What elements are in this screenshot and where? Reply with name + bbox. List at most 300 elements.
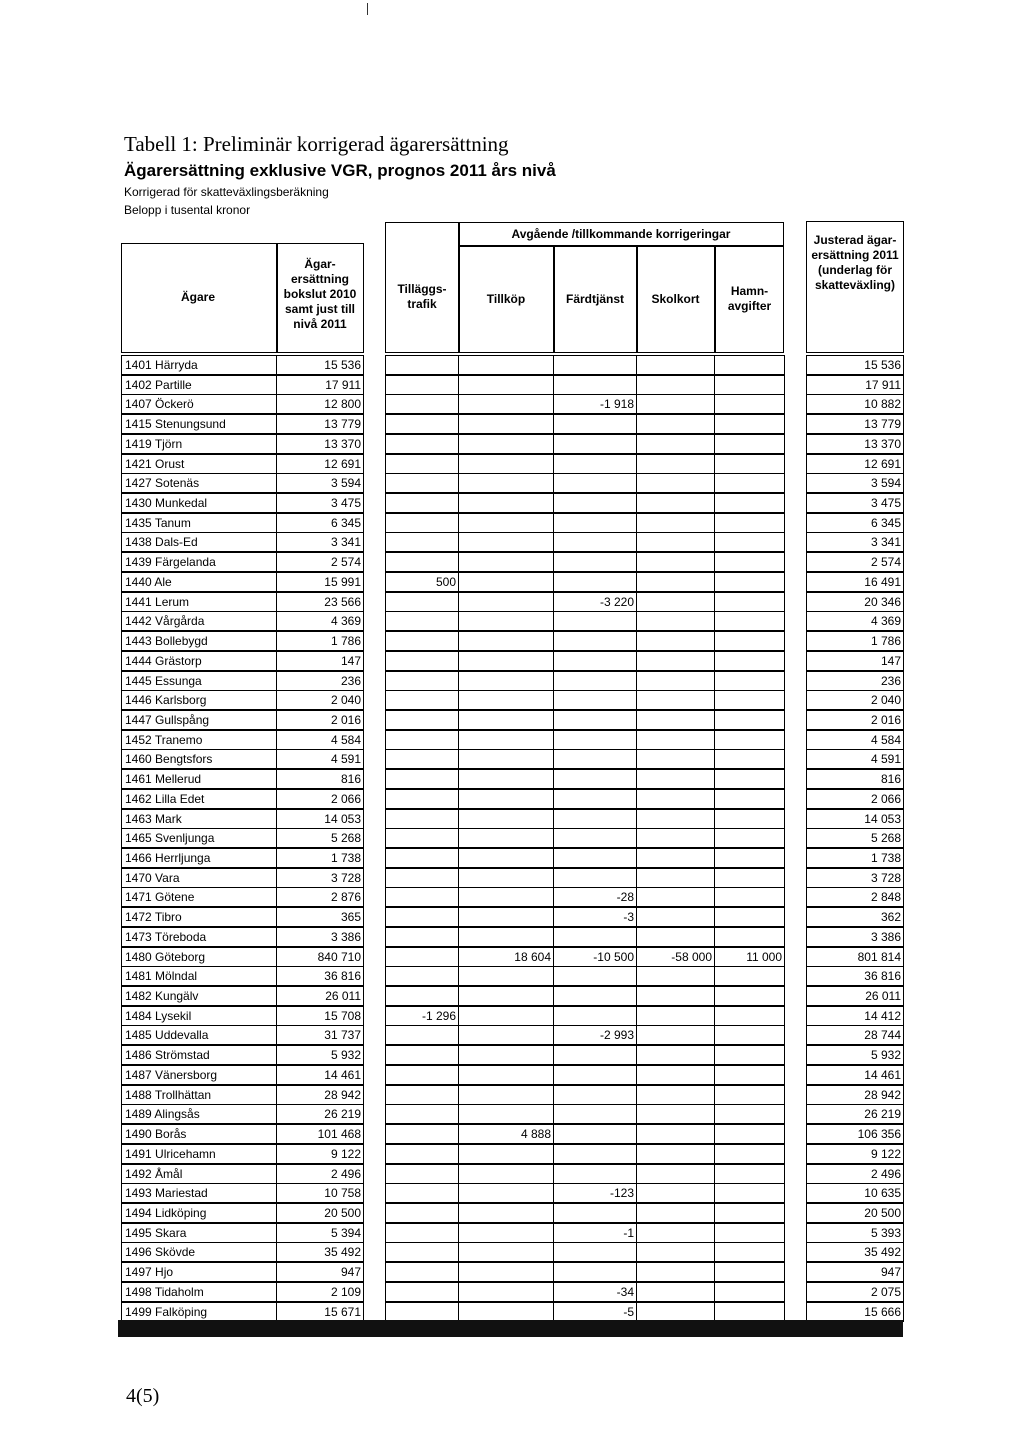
cell-tillaggstrafik xyxy=(385,394,459,414)
cell-tillkop xyxy=(458,434,554,454)
cell-hamnavgifter xyxy=(714,809,785,829)
cell-fardtjanst xyxy=(553,710,637,730)
cell-tillaggstrafik xyxy=(385,611,459,631)
cell-tillkop xyxy=(458,1302,554,1322)
cell-municipality: 1419 Tjörn xyxy=(121,434,277,454)
cell-agarersattning: 236 xyxy=(276,671,364,691)
cell-skolkort xyxy=(636,1262,715,1282)
cell-municipality: 1492 Åmål xyxy=(121,1164,277,1184)
cell-fardtjanst xyxy=(553,611,637,631)
cell-justerad: 9 122 xyxy=(806,1144,904,1164)
cell-justerad: 2 848 xyxy=(806,887,904,907)
cell-tillkop xyxy=(458,611,554,631)
cell-municipality: 1444 Grästorp xyxy=(121,651,277,671)
cell-tillkop xyxy=(458,769,554,789)
cell-fardtjanst xyxy=(553,868,637,888)
cell-tillkop xyxy=(458,375,554,395)
cell-agarersattning: 2 040 xyxy=(276,690,364,710)
cell-agarersattning: 3 475 xyxy=(276,493,364,513)
cell-hamnavgifter xyxy=(714,690,785,710)
cell-skolkort xyxy=(636,592,715,612)
cell-tillaggstrafik xyxy=(385,986,459,1006)
cell-skolkort xyxy=(636,690,715,710)
cell-agarersattning: 14 053 xyxy=(276,809,364,829)
cell-justerad: 20 346 xyxy=(806,592,904,612)
cell-fardtjanst xyxy=(553,1045,637,1065)
header-justerad-line: ersättning 2011 xyxy=(811,248,899,262)
cell-tillaggstrafik xyxy=(385,966,459,986)
cell-agarersattning: 6 345 xyxy=(276,513,364,533)
cell-agarersattning: 4 584 xyxy=(276,730,364,750)
cell-tillaggstrafik xyxy=(385,887,459,907)
cell-agarersattning: 14 461 xyxy=(276,1065,364,1085)
cell-skolkort xyxy=(636,1164,715,1184)
cell-skolkort xyxy=(636,1085,715,1105)
cell-municipality: 1443 Bollebygd xyxy=(121,631,277,651)
subtitle-note: Korrigerad för skatteväxlingsberäkning xyxy=(124,185,329,199)
cell-agarersattning: 12 691 xyxy=(276,454,364,474)
cell-tillkop xyxy=(458,1144,554,1164)
cell-fardtjanst xyxy=(553,1065,637,1085)
cell-agarersattning: 28 942 xyxy=(276,1085,364,1105)
cell-tillaggstrafik xyxy=(385,1164,459,1184)
header-agarersattning xyxy=(277,257,363,332)
cell-hamnavgifter xyxy=(714,828,785,848)
cell-skolkort xyxy=(636,1124,715,1144)
cell-tillaggstrafik xyxy=(385,651,459,671)
cell-tillaggstrafik xyxy=(385,631,459,651)
cell-justerad: 6 345 xyxy=(806,513,904,533)
cell-tillkop xyxy=(458,789,554,809)
cell-justerad: 816 xyxy=(806,769,904,789)
cell-fardtjanst xyxy=(553,828,637,848)
cell-tillaggstrafik xyxy=(385,1144,459,1164)
cell-agarersattning: 2 876 xyxy=(276,887,364,907)
cell-justerad: 801 814 xyxy=(806,947,904,967)
cell-skolkort xyxy=(636,1203,715,1223)
cell-tillkop xyxy=(458,749,554,769)
cell-fardtjanst xyxy=(553,809,637,829)
cell-agarersattning: 13 370 xyxy=(276,434,364,454)
cell-fardtjanst xyxy=(553,1242,637,1262)
cell-hamnavgifter xyxy=(714,749,785,769)
cell-fardtjanst: -3 xyxy=(553,907,637,927)
header-agarersattning-line: samt just till xyxy=(284,302,355,316)
cell-hamnavgifter xyxy=(714,631,785,651)
cell-agarersattning: 20 500 xyxy=(276,1203,364,1223)
cell-fardtjanst xyxy=(553,651,637,671)
cell-fardtjanst: -3 220 xyxy=(553,592,637,612)
cell-hamnavgifter xyxy=(714,394,785,414)
cell-municipality: 1495 Skara xyxy=(121,1223,277,1243)
page-number: 4(5) xyxy=(126,1385,160,1407)
cell-fardtjanst xyxy=(553,1144,637,1164)
cell-municipality: 1463 Mark xyxy=(121,809,277,829)
cell-fardtjanst xyxy=(553,552,637,572)
cell-fardtjanst xyxy=(553,1203,637,1223)
cell-hamnavgifter xyxy=(714,1104,785,1124)
cell-justerad: 13 370 xyxy=(806,434,904,454)
cell-skolkort xyxy=(636,710,715,730)
cell-municipality: 1466 Herrljunga xyxy=(121,848,277,868)
unit-note: Belopp i tusental kronor xyxy=(124,203,251,217)
cell-justerad: 3 728 xyxy=(806,868,904,888)
cell-agarersattning: 3 386 xyxy=(276,927,364,947)
cell-tillkop xyxy=(458,414,554,434)
cell-tillkop xyxy=(458,532,554,552)
cell-fardtjanst xyxy=(553,532,637,552)
cell-tillkop xyxy=(458,1065,554,1085)
cell-tillaggstrafik xyxy=(385,1124,459,1144)
cell-fardtjanst: -123 xyxy=(553,1183,637,1203)
cell-agarersattning: 3 341 xyxy=(276,532,364,552)
cell-municipality: 1438 Dals-Ed xyxy=(121,532,277,552)
cell-tillaggstrafik xyxy=(385,690,459,710)
cell-tillaggstrafik xyxy=(385,749,459,769)
cell-justerad: 15 666 xyxy=(806,1302,904,1322)
cell-skolkort xyxy=(636,454,715,474)
cell-skolkort xyxy=(636,730,715,750)
cell-skolkort xyxy=(636,611,715,631)
cell-municipality: 1442 Vårgårda xyxy=(121,611,277,631)
cell-tillaggstrafik xyxy=(385,592,459,612)
cell-justerad: 17 911 xyxy=(806,375,904,395)
cell-agarersattning: 9 122 xyxy=(276,1144,364,1164)
cell-skolkort xyxy=(636,887,715,907)
header-fardtjanst: Färdtjänst xyxy=(565,292,624,306)
cell-agarersattning: 4 591 xyxy=(276,749,364,769)
cell-skolkort xyxy=(636,1183,715,1203)
cell-fardtjanst xyxy=(553,986,637,1006)
cell-hamnavgifter xyxy=(714,611,785,631)
cell-tillkop xyxy=(458,1282,554,1302)
cell-skolkort xyxy=(636,749,715,769)
cell-skolkort xyxy=(636,966,715,986)
cell-municipality: 1462 Lilla Edet xyxy=(121,789,277,809)
cell-hamnavgifter xyxy=(714,1025,785,1045)
cell-justerad: 3 475 xyxy=(806,493,904,513)
cell-municipality: 1430 Munkedal xyxy=(121,493,277,513)
cell-justerad: 2 075 xyxy=(806,1282,904,1302)
cell-justerad: 26 219 xyxy=(806,1104,904,1124)
cell-hamnavgifter xyxy=(714,454,785,474)
page-title: Ägarersättning exklusive VGR, prognos 2011 års nivå xyxy=(124,161,556,180)
cell-fardtjanst xyxy=(553,1124,637,1144)
cell-skolkort xyxy=(636,907,715,927)
cell-hamnavgifter xyxy=(714,848,785,868)
cell-municipality: 1421 Orust xyxy=(121,454,277,474)
cell-agarersattning: 36 816 xyxy=(276,966,364,986)
cell-hamnavgifter xyxy=(714,927,785,947)
cell-hamnavgifter xyxy=(714,769,785,789)
cell-tillaggstrafik: 500 xyxy=(385,572,459,592)
cell-hamnavgifter xyxy=(714,513,785,533)
cell-hamnavgifter xyxy=(714,1045,785,1065)
cell-tillaggstrafik xyxy=(385,434,459,454)
cell-skolkort xyxy=(636,414,715,434)
cell-fardtjanst xyxy=(553,1006,637,1026)
header-justerad-line: skatteväxling) xyxy=(814,278,896,292)
cell-agarersattning: 2 016 xyxy=(276,710,364,730)
header-justerad-line: (underlag för xyxy=(818,263,892,277)
header-agarersattning-line: Ägar- xyxy=(304,257,336,271)
cell-hamnavgifter xyxy=(714,552,785,572)
cell-tillaggstrafik xyxy=(385,552,459,572)
cell-municipality: 1484 Lysekil xyxy=(121,1006,277,1026)
cell-fardtjanst xyxy=(553,769,637,789)
cell-fardtjanst xyxy=(553,730,637,750)
cell-agarersattning: 35 492 xyxy=(276,1242,364,1262)
cell-fardtjanst xyxy=(553,375,637,395)
cell-justerad: 3 341 xyxy=(806,532,904,552)
scan-mark xyxy=(367,3,368,15)
cell-tillkop xyxy=(458,1164,554,1184)
cell-agarersattning: 5 268 xyxy=(276,828,364,848)
cell-skolkort xyxy=(636,789,715,809)
cell-agarersattning: 10 758 xyxy=(276,1183,364,1203)
cell-tillkop xyxy=(458,927,554,947)
cell-justerad: 2 496 xyxy=(806,1164,904,1184)
cell-fardtjanst xyxy=(553,966,637,986)
cell-tillkop xyxy=(458,710,554,730)
cell-agarersattning: 13 779 xyxy=(276,414,364,434)
cell-justerad: 15 536 xyxy=(806,355,904,375)
cell-justerad: 362 xyxy=(806,907,904,927)
cell-hamnavgifter xyxy=(714,1242,785,1262)
cell-municipality: 1460 Bengtsfors xyxy=(121,749,277,769)
cell-skolkort xyxy=(636,1144,715,1164)
cell-tillkop xyxy=(458,1223,554,1243)
cell-tillaggstrafik xyxy=(385,1302,459,1322)
cell-agarersattning: 3 594 xyxy=(276,473,364,493)
cell-fardtjanst: -5 xyxy=(553,1302,637,1322)
cell-agarersattning: 23 566 xyxy=(276,592,364,612)
cell-tillaggstrafik xyxy=(385,769,459,789)
cell-municipality: 1471 Götene xyxy=(121,887,277,907)
cell-tillaggstrafik xyxy=(385,1203,459,1223)
cell-tillaggstrafik xyxy=(385,473,459,493)
cell-skolkort xyxy=(636,355,715,375)
cell-fardtjanst: -2 993 xyxy=(553,1025,637,1045)
header-tillaggstrafik xyxy=(386,282,458,312)
cell-skolkort xyxy=(636,671,715,691)
cell-fardtjanst xyxy=(553,1164,637,1184)
cell-tillaggstrafik xyxy=(385,947,459,967)
cell-tillkop xyxy=(458,355,554,375)
cell-justerad: 14 412 xyxy=(806,1006,904,1026)
cell-justerad: 2 574 xyxy=(806,552,904,572)
cell-tillaggstrafik xyxy=(385,1282,459,1302)
cell-tillkop xyxy=(458,651,554,671)
cell-agarersattning: 365 xyxy=(276,907,364,927)
cell-hamnavgifter xyxy=(714,651,785,671)
cell-municipality: 1489 Alingsås xyxy=(121,1104,277,1124)
table-footer-bar xyxy=(118,1320,903,1337)
cell-tillkop xyxy=(458,493,554,513)
cell-tillaggstrafik xyxy=(385,927,459,947)
cell-skolkort xyxy=(636,927,715,947)
cell-justerad: 5 393 xyxy=(806,1223,904,1243)
header-hamnavgifter-line: Hamn- xyxy=(730,284,769,298)
cell-skolkort xyxy=(636,1223,715,1243)
cell-agarersattning: 5 394 xyxy=(276,1223,364,1243)
cell-fardtjanst xyxy=(553,1104,637,1124)
cell-tillkop xyxy=(458,1006,554,1026)
cell-agarersattning: 5 932 xyxy=(276,1045,364,1065)
cell-tillaggstrafik xyxy=(385,1085,459,1105)
cell-skolkort xyxy=(636,1242,715,1262)
cell-municipality: 1446 Karlsborg xyxy=(121,690,277,710)
cell-tillkop xyxy=(458,572,554,592)
cell-skolkort xyxy=(636,769,715,789)
cell-tillkop xyxy=(458,1242,554,1262)
cell-skolkort xyxy=(636,868,715,888)
cell-hamnavgifter xyxy=(714,868,785,888)
cell-municipality: 1440 Ale xyxy=(121,572,277,592)
cell-tillaggstrafik xyxy=(385,1065,459,1085)
cell-municipality: 1452 Tranemo xyxy=(121,730,277,750)
cell-municipality: 1415 Stenungsund xyxy=(121,414,277,434)
cell-tillkop xyxy=(458,454,554,474)
cell-skolkort xyxy=(636,1302,715,1322)
cell-tillkop xyxy=(458,592,554,612)
cell-agarersattning: 101 468 xyxy=(276,1124,364,1144)
cell-hamnavgifter xyxy=(714,532,785,552)
cell-fardtjanst xyxy=(553,749,637,769)
cell-skolkort xyxy=(636,651,715,671)
cell-skolkort xyxy=(636,631,715,651)
cell-skolkort xyxy=(636,1065,715,1085)
cell-tillkop xyxy=(458,1183,554,1203)
cell-municipality: 1499 Falköping xyxy=(121,1302,277,1322)
cell-skolkort xyxy=(636,375,715,395)
cell-tillaggstrafik xyxy=(385,907,459,927)
header-group-line xyxy=(458,245,784,247)
cell-tillkop xyxy=(458,513,554,533)
cell-justerad: 147 xyxy=(806,651,904,671)
cell-tillaggstrafik: -1 296 xyxy=(385,1006,459,1026)
cell-tillkop xyxy=(458,1045,554,1065)
cell-municipality: 1470 Vara xyxy=(121,868,277,888)
cell-hamnavgifter xyxy=(714,1223,785,1243)
cell-tillaggstrafik xyxy=(385,1045,459,1065)
cell-skolkort xyxy=(636,572,715,592)
cell-tillaggstrafik xyxy=(385,1223,459,1243)
cell-skolkort xyxy=(636,1282,715,1302)
cell-tillkop xyxy=(458,1025,554,1045)
cell-municipality: 1496 Skövde xyxy=(121,1242,277,1262)
header-skolkort: Skolkort xyxy=(651,292,700,306)
cell-fardtjanst: -28 xyxy=(553,887,637,907)
cell-tillkop xyxy=(458,394,554,414)
cell-municipality: 1447 Gullspång xyxy=(121,710,277,730)
table-caption: Tabell 1: Preliminär korrigerad ägarersättning xyxy=(124,132,509,156)
cell-tillaggstrafik xyxy=(385,532,459,552)
cell-skolkort xyxy=(636,532,715,552)
cell-hamnavgifter xyxy=(714,1282,785,1302)
cell-skolkort xyxy=(636,1025,715,1045)
cell-municipality: 1461 Mellerud xyxy=(121,769,277,789)
cell-municipality: 1473 Töreboda xyxy=(121,927,277,947)
cell-fardtjanst: -10 500 xyxy=(553,947,637,967)
cell-municipality: 1481 Mölndal xyxy=(121,966,277,986)
cell-fardtjanst xyxy=(553,473,637,493)
cell-tillkop xyxy=(458,1104,554,1124)
cell-skolkort xyxy=(636,986,715,1006)
cell-hamnavgifter xyxy=(714,887,785,907)
cell-skolkort xyxy=(636,513,715,533)
cell-skolkort xyxy=(636,1006,715,1026)
cell-agarersattning: 15 708 xyxy=(276,1006,364,1026)
cell-justerad: 2 040 xyxy=(806,690,904,710)
cell-municipality: 1402 Partille xyxy=(121,375,277,395)
cell-tillkop xyxy=(458,730,554,750)
cell-municipality: 1497 Hjo xyxy=(121,1262,277,1282)
cell-hamnavgifter xyxy=(714,375,785,395)
cell-fardtjanst xyxy=(553,671,637,691)
cell-justerad: 16 491 xyxy=(806,572,904,592)
cell-tillaggstrafik xyxy=(385,789,459,809)
cell-hamnavgifter xyxy=(714,1183,785,1203)
cell-hamnavgifter xyxy=(714,473,785,493)
cell-tillaggstrafik xyxy=(385,730,459,750)
cell-tillaggstrafik xyxy=(385,1104,459,1124)
cell-tillaggstrafik xyxy=(385,809,459,829)
cell-municipality: 1401 Härryda xyxy=(121,355,277,375)
cell-agarersattning: 4 369 xyxy=(276,611,364,631)
cell-hamnavgifter xyxy=(714,1065,785,1085)
cell-municipality: 1472 Tibro xyxy=(121,907,277,927)
cell-hamnavgifter xyxy=(714,671,785,691)
cell-fardtjanst xyxy=(553,513,637,533)
header-hamnavgifter xyxy=(715,284,784,314)
cell-agarersattning: 816 xyxy=(276,769,364,789)
cell-fardtjanst xyxy=(553,572,637,592)
cell-justerad: 3 386 xyxy=(806,927,904,947)
cell-agarersattning: 2 109 xyxy=(276,1282,364,1302)
cell-agarersattning: 15 671 xyxy=(276,1302,364,1322)
cell-hamnavgifter xyxy=(714,493,785,513)
cell-agarersattning: 17 911 xyxy=(276,375,364,395)
cell-hamnavgifter xyxy=(714,1124,785,1144)
cell-justerad: 13 779 xyxy=(806,414,904,434)
cell-agarersattning: 12 800 xyxy=(276,394,364,414)
cell-hamnavgifter xyxy=(714,592,785,612)
cell-hamnavgifter xyxy=(714,907,785,927)
cell-skolkort xyxy=(636,809,715,829)
cell-tillkop xyxy=(458,887,554,907)
cell-municipality: 1498 Tidaholm xyxy=(121,1282,277,1302)
cell-agarersattning: 2 574 xyxy=(276,552,364,572)
cell-hamnavgifter xyxy=(714,1006,785,1026)
cell-municipality: 1493 Mariestad xyxy=(121,1183,277,1203)
cell-tillaggstrafik xyxy=(385,710,459,730)
cell-municipality: 1427 Sotenäs xyxy=(121,473,277,493)
cell-justerad: 35 492 xyxy=(806,1242,904,1262)
header-justerad-line: Justerad ägar- xyxy=(813,233,897,247)
cell-tillaggstrafik xyxy=(385,375,459,395)
cell-municipality: 1445 Essunga xyxy=(121,671,277,691)
cell-agarersattning: 2 066 xyxy=(276,789,364,809)
cell-fardtjanst xyxy=(553,434,637,454)
cell-hamnavgifter xyxy=(714,710,785,730)
cell-tillaggstrafik xyxy=(385,513,459,533)
header-justerad xyxy=(806,233,904,293)
cell-agarersattning: 26 011 xyxy=(276,986,364,1006)
cell-tillkop xyxy=(458,552,554,572)
cell-justerad: 947 xyxy=(806,1262,904,1282)
cell-justerad: 36 816 xyxy=(806,966,904,986)
